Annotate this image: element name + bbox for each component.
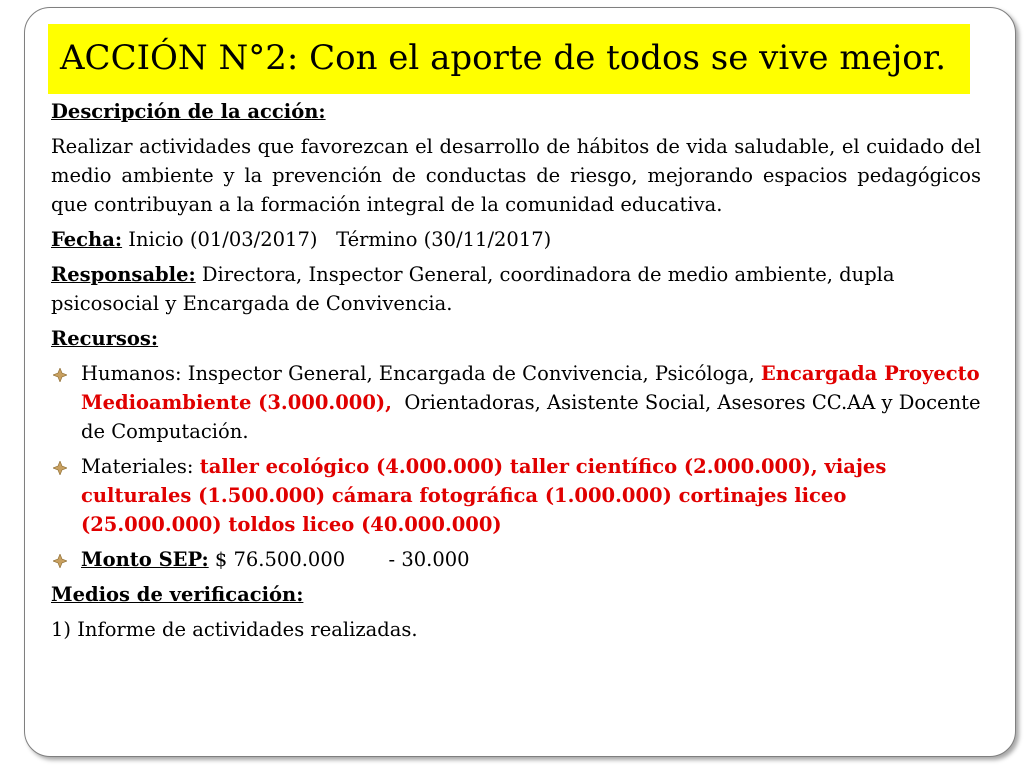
slide-content bbox=[51, 97, 987, 650]
responsable-line bbox=[51, 260, 981, 318]
bullet-materiales bbox=[51, 452, 981, 539]
title-bar bbox=[48, 24, 970, 94]
diamond-bullet-icon bbox=[53, 554, 67, 568]
fecha-line bbox=[51, 225, 981, 254]
bullet-humanos bbox=[51, 359, 987, 446]
description-heading: Descripción de la acción: bbox=[51, 100, 326, 123]
humanos-highlight: Encargada Proyecto Medioambiente (3.000.000), bbox=[81, 362, 980, 414]
fecha-label: Fecha: bbox=[51, 228, 123, 251]
fecha-text: Inicio (01/03/2017) Término (30/11/2017) bbox=[122, 228, 552, 251]
verificacion-heading-line bbox=[51, 580, 981, 609]
monto-text: $ 76.500.000 - 30.000 bbox=[208, 548, 470, 571]
description-heading-line bbox=[51, 97, 981, 126]
diamond-bullet-icon bbox=[53, 368, 67, 382]
bullet-monto bbox=[51, 545, 981, 574]
responsable-text: Directora, Inspector General, coordinadora de medio ambiente, dupla psicosocial y Encargada de Convivencia. bbox=[51, 263, 895, 315]
verificacion-heading: Medios de verificación: bbox=[51, 583, 304, 606]
monto-label: Monto SEP: bbox=[81, 548, 209, 571]
humanos-prefix: Humanos: Inspector General, Encargada de Convivencia, Psicóloga, bbox=[81, 362, 761, 385]
recursos-heading: Recursos: bbox=[51, 327, 159, 350]
materiales-highlight: taller ecológico (4.000.000) taller científico (2.000.000), viajes culturales (1.500.000) cámara fotográfica (1.000.000) cortinajes liceo (25.000.000) toldos liceo (40.000.000) bbox=[81, 455, 887, 536]
description-text: Realizar actividades que favorezcan el desarrollo de hábitos de vida saludable, el cuidado del medio ambiente y la prevención de conductas de riesgo, mejorando espacios pedagógicos que contribuyan a la formación integral de la comunidad educativa. bbox=[51, 135, 981, 216]
verificacion-item: 1) Informe de actividades realizadas. bbox=[51, 618, 418, 641]
materiales-prefix: Materiales: bbox=[81, 455, 200, 478]
diamond-bullet-icon bbox=[53, 461, 67, 475]
humanos-suffix: Orientadoras, Asistente Social, Asesores CC.AA y Docente de Computación. bbox=[81, 391, 987, 443]
recursos-heading-line bbox=[51, 324, 981, 353]
responsable-label: Responsable: bbox=[51, 263, 196, 286]
slide-title: ACCIÓN N°2: Con el aporte de todos se vive mejor. bbox=[60, 38, 947, 78]
